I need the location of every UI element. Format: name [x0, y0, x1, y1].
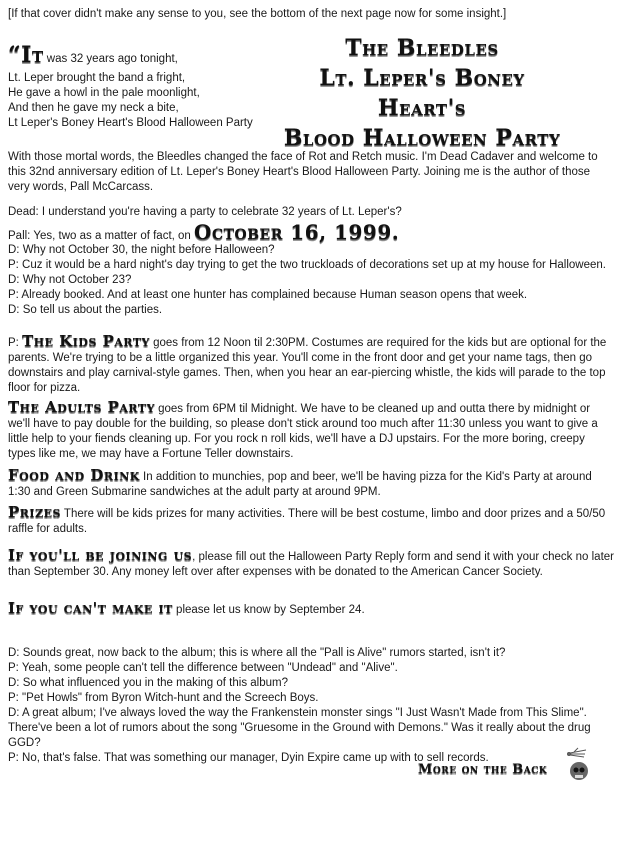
joining-heading: If you'll be joining us	[8, 546, 193, 564]
dialog-line: D: So what influenced you in the making of this album?	[8, 677, 288, 689]
joining-text: , please fill out the Halloween Party Reply form and send it with your check no later than September 30. Any money left over after expenses with be donated to the American Cancer Society.	[8, 551, 614, 578]
bony-hand-icon	[568, 748, 587, 757]
section-prizes	[8, 505, 614, 537]
title-line-3: Blood Halloween Party	[283, 125, 561, 151]
poem-line-1	[8, 44, 178, 70]
dialog-line: P: No, that's false. That was something our manager, Dyin Expire came up with to sell records.	[8, 752, 489, 764]
dialog-line: P: Yeah, some people can't tell the difference between "Undead" and "Alive".	[8, 662, 398, 674]
title-line-1: The Bleedles	[345, 35, 499, 61]
prizes-text: There will be kids prizes for many activities. There will be best costume, limbo and door prizes and a 50/50 raffle for adults.	[8, 508, 606, 535]
poem-line-3: He gave a howl in the pale moonlight,	[8, 87, 200, 99]
dialog-line: P: "Pet Howls" from Byron Witch-hunt and the Screech Boys.	[8, 692, 319, 704]
answer-prefix: Pall: Yes, two as a matter of fact, on	[8, 230, 195, 242]
prizes-heading: Prizes	[8, 503, 61, 521]
adults-party-heading: The Adults Party	[8, 398, 155, 416]
kids-party-heading: The Kids Party	[22, 332, 150, 350]
intro-paragraph: With those mortal words, the Bleedles changed the face of Rot and Retch music. I'm Dead Cadaver and welcome to this 32nd anniversary edition of Lt. Leper's Boney Heart's Blood Halloween Party. Joining me is the author of those very words, Pall McCarcass.	[8, 151, 598, 193]
section-joining	[8, 548, 614, 580]
skull-icon	[570, 762, 588, 780]
poem-line-2: Lt. Leper brought the band a fright,	[8, 72, 186, 84]
food-drink-text: In addition to munchies, pop and beer, we'll be having pizza for the Kid's Party at around 1:30 and Green Submarine sandwiches at the adult party at around 9PM.	[8, 471, 592, 498]
section-kids-party	[8, 334, 614, 396]
dialog-b	[8, 646, 614, 766]
kids-party-text: goes from 12 Noon til 2:30PM. Costumes are required for the kids but are optional for the parents. We're trying to be a little organized this year. You'll come in the front door and get your name tags, then go downstairs and play carnival-style games. Then, when you hear an ear-piercing whistle, the kids will parade to the top floor for pizza.	[8, 337, 607, 394]
more-on-back-link[interactable]: More on the Back	[418, 762, 548, 777]
dialog-a-lines	[8, 243, 614, 318]
skull-pointing-hand-icon	[564, 745, 594, 783]
poem-line-1-text: was 32 years ago tonight,	[43, 53, 178, 65]
section-food-drink	[8, 468, 614, 500]
dialog-line: P: Already booked. And at least one hunter has complained because Human season opens that week.	[8, 289, 528, 301]
dialog-line: D: Sounds great, now back to the album; this is where all the "Pall is Alive" rumors started, isn't it?	[8, 647, 506, 659]
page-title	[272, 33, 572, 153]
dialog-line: P: Cuz it would be a hard night's day trying to get the two truckloads of decorations set up at my house for Halloween.	[8, 259, 606, 271]
cant-make-it-heading: If you can't make it	[8, 599, 173, 617]
dialog-line: D: So tell us about the parties.	[8, 304, 163, 316]
poem-dropcap: “It	[8, 42, 44, 68]
section-cant-make-it	[8, 601, 614, 618]
cant-make-it-text: please let us know by September 24.	[172, 604, 365, 616]
food-drink-heading: Food and Drink	[8, 466, 140, 484]
intro-note: [If that cover didn't make any sense to you, see the bottom of the next page now for some insight.]	[8, 8, 507, 20]
adults-party-text: goes from 6PM til Midnight. We have to be cleaned up and outta there by midnight or we'll have to pay double for the building, so please don't stick around too much after 11:30 unless you want to give a little help to your fiends cleaning up. For you rock n roll kids, we'll have a DJ upstairs. For the more boring, creepy types like me, we may have a Fortune Teller downstairs.	[8, 403, 598, 460]
dialog-question-1: Dead: I understand you're having a party to celebrate 32 years of Lt. Leper's?	[8, 206, 402, 218]
speaker-prefix: P:	[8, 337, 23, 349]
dialog-line: D: A great album; I've always loved the way the Frankenstein monster sings "I Just Wasn't Made from This Slime". There've been a lot of rumors about the song "Gruesome in the Ground with Demons." Was it really about the drug GGD?	[8, 707, 591, 749]
dialog-line: D: Why not October 30, the night before Halloween?	[8, 244, 275, 256]
party-date: October 16, 1999.	[194, 220, 400, 244]
poem-line-5: Lt Leper's Boney Heart's Blood Halloween Party	[8, 117, 253, 129]
poem-line-4: And then he gave my neck a bite,	[8, 102, 179, 114]
section-adults-party	[8, 400, 614, 462]
title-line-2: Lt. Leper's Boney Heart's	[319, 65, 525, 121]
dialog-line: D: Why not October 23?	[8, 274, 132, 286]
